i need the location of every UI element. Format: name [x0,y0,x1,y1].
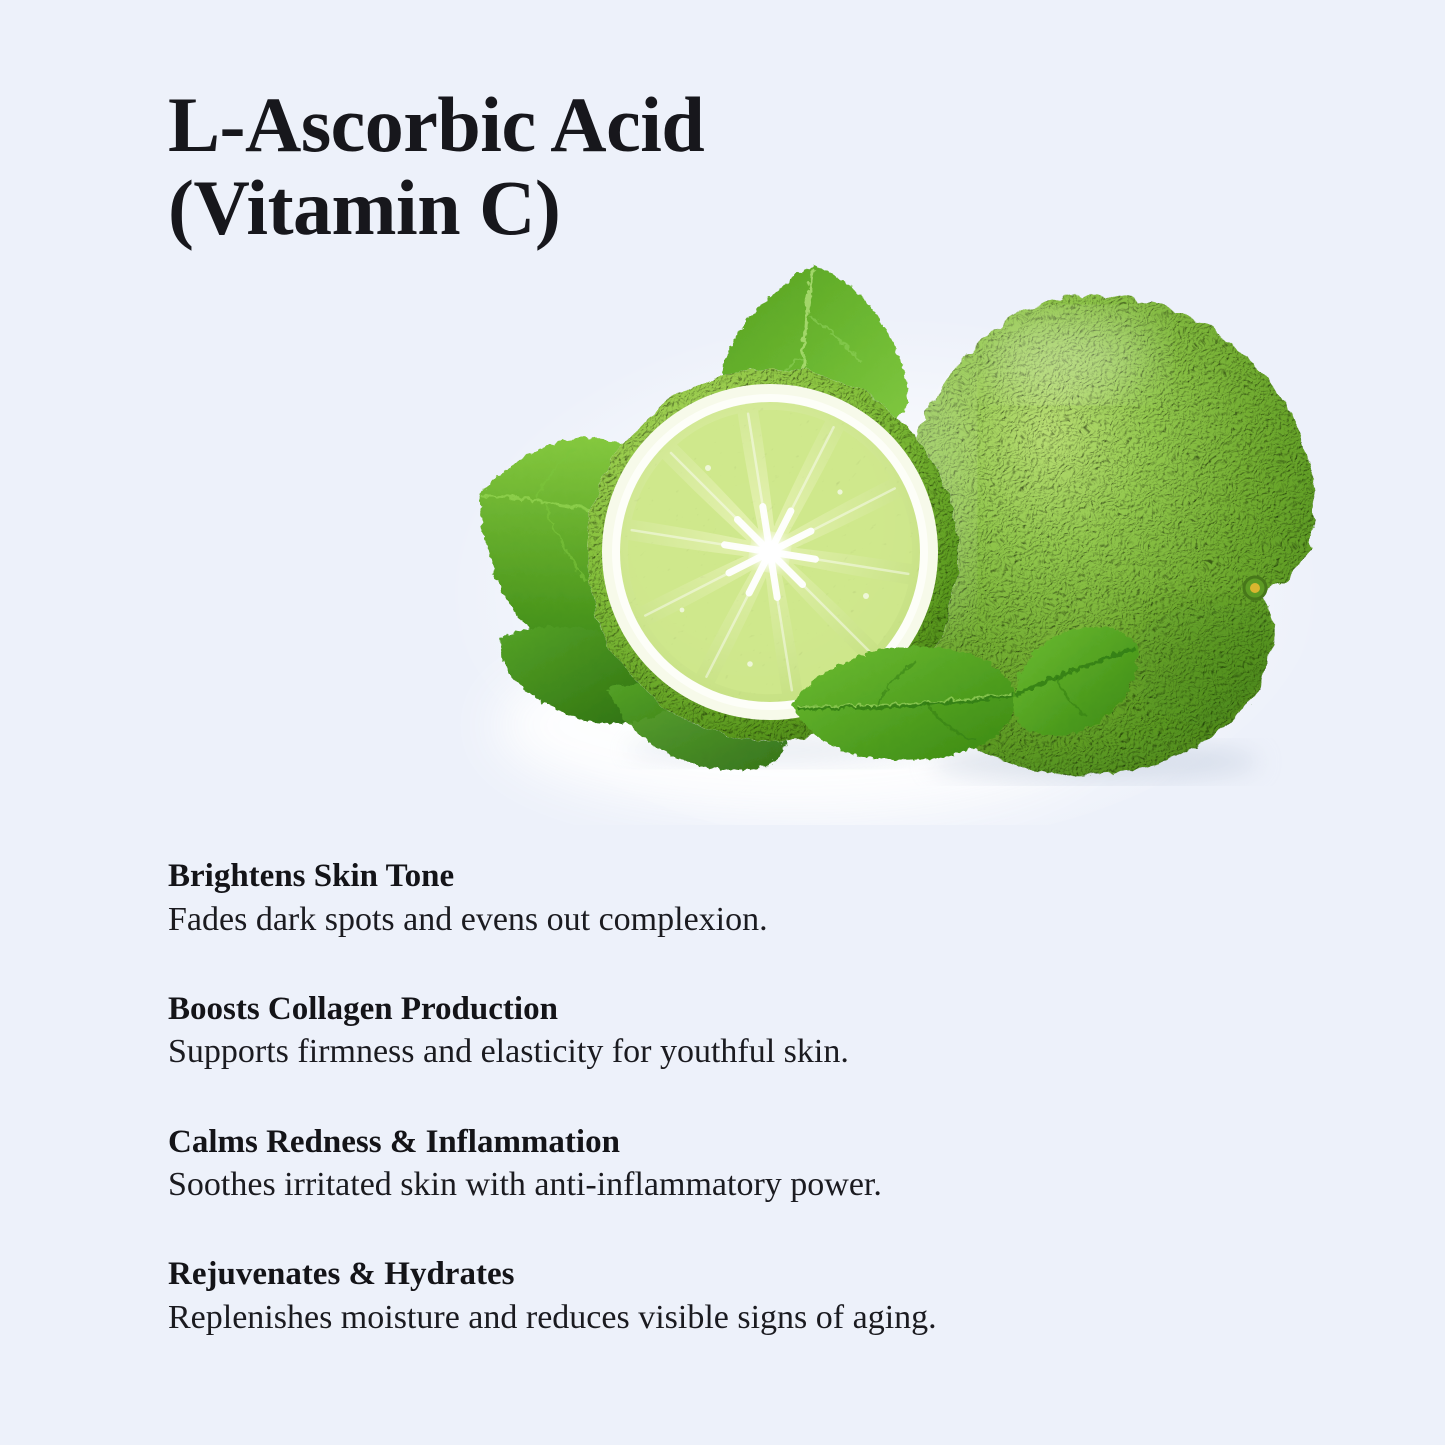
page-title-line1: L-Ascorbic Acid [168,81,705,168]
benefit-heading: Brightens Skin Tone [168,858,455,894]
benefit-item-calms [168,1122,1268,1207]
page-title-line2: (Vitamin C) [168,163,561,251]
benefit-item-brightens [168,856,1268,941]
benefits-list [168,856,1268,1387]
benefit-description: Supports firmness and elasticity for youthful skin. [168,1033,849,1071]
benefit-item-collagen [168,989,1268,1074]
benefit-heading: Boosts Collagen Production [168,990,558,1027]
benefit-description: Soothes irritated skin with anti-inflammatory power. [168,1166,882,1204]
page-title [168,81,705,251]
benefit-heading: Calms Redness & Inflammation [168,1123,620,1160]
fruit-stem-nub [1244,577,1266,599]
benefit-description: Fades dark spots and evens out complexion. [168,900,768,938]
benefit-description: Replenishes moisture and reduces visible signs of aging. [168,1298,937,1336]
benefit-heading: Rejuvenates & Hydrates [168,1256,515,1293]
bergamot-fruit-image [455,235,1325,825]
benefit-item-rejuvenates [168,1254,1268,1339]
